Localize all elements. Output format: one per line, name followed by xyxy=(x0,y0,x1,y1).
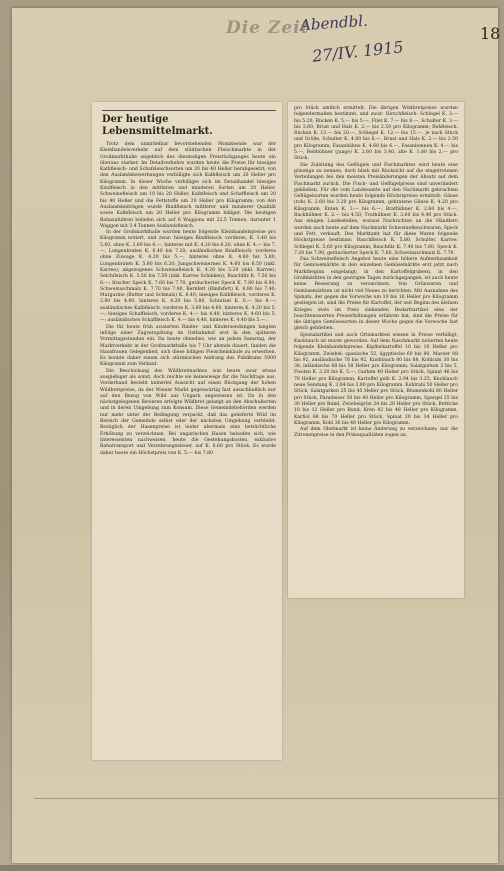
article-headline: Der heutige Lebensmittelmarkt. xyxy=(102,110,276,138)
paragraph: Trotz dem unmittelbar bevorstehenden Monatsende war der Kleinhandelsverkehr auf dem städtischen Fleischmarkte in der Großmarkthalle angeblich des diesmaligen Preisrückganges heute ein überaus starker. Im Detailverkehre wurden heute die Preise für hiesiges Kalbfleisch- und Schafsleischsorten um 20 bis 40 Heller herabgesetzt; von den Auslandsbewerbungen verbilligte sich Kalbfleisch um 20 Heller pro Kilogramm. In dieser Woche verbilligte sich im Detailhandel hiesiges Kindfleisch in den mittleren und minderen Sorten um 20 Heller, Schweinefleisch um 10 bis 20 Heller, Kalbfleisch und Schaffleisch um 20 bis 40 Heller und die Fettstoffe um 20 Heller pro Kilogramm; von den Auslandsbeiträgen wurde Rindfleisch mittlerer und minderer Qualität sowie Kalbfleisch um 20 Heller pro Kilogramm billiger. Die heutigen Bahnzufuhren beliefen sich auf 6 Waggons mit 22.5 Tonnen, darunter 1 Waggon mit 3.4 Tonnen Auslandsfleisch. xyxy=(100,142,276,229)
article-body-left xyxy=(100,142,276,457)
paragraph: Das Schweinefleisch Angebot heute eine höhere Aufmerksamkeit für Gemüsemärkte in den einzelnen Gemüsemärkte erst jetzt nach Marktbeginn eingelangt; in den Kartoffelgrubern, in den Großmärkten in den gestrigen Tagen zurückgegangen, ist auch heute keine Besserung zu verzeichnen. Von Grünwaren und Gemüsemärkten ist nicht viel Neues zu berichten. Mit Ausnahme des Spinats, der gegen die Vorwoche um 10 bis 16 Heller pro Kilogramm gestiegen ist, sind die Preise für Kartoffel, der seit Beginn des kleinen Krieges stets im Preis sinkenden Bedarfsartikel eine der beachtenswerten Preiserhöhungen erfahren hat, sind die Preise für die übrigen Gemüsesorten in dieser Woche gegen die Vorwoche fast gleich geblieben. xyxy=(294,257,458,332)
clipping-left-column xyxy=(92,102,282,760)
folio-number: 18 xyxy=(480,24,501,43)
paragraph: Die für heute früh avisierten Rinder- und Kindersendungen langten infolge einer Zugverspätung im Ostbahnhof erst in den späteren Vormittagsstunden ein. Da heute ohnedies, wie an jedem Samstag, der Marktverkehr in der Großmarkthalle bis 7 Uhr abends dauert, fanden die Hausfrauen Gelegenheit, sich diese billigen Fleischeinkäufe zu erwerben. Es konnte daher einem sich stürmischen Andrang des Publikums 5000 Kilogramm zum Verkauf. xyxy=(100,324,276,368)
fold-line xyxy=(34,798,504,799)
paragraph: pro Stück amtlich ermittelt. Die übrigen Wildbretpreise wurden folgendermaßen bestimmt, und zwar: Hirschfleisch: Schlegel K. 3.— bis 5.20, Rücken K. 5.— bis 5.—, Filet K. 7.— bis 8.—, Schulter K. 3.— bis 3.60, Brust und Hals K. 2.— bis 2.50 pro Kilogramm; Rehfleisch: Rücken K. 12.— bis 20.—, Schlegel K. 12.— bis 15.—, je nach Stück und Größe, Schulter K. 4.80 bis 6.—, Brust und Hals K. 2.— bis 2.50 pro Kilogramm; Fasanhähne K. 4.60 bis 6.—, Fasanhennen K. 4.— bis 5.—, Rebhühner (junge) K. 2.60 bis 3.40, alte K. 1.80 bis 2.— pro Stück. xyxy=(294,106,458,162)
handwritten-date: 27/IV. 1915 xyxy=(311,37,405,66)
handwritten-source-note: Abendbl. xyxy=(299,11,369,35)
paragraph: Die Beschickung des Wildbretmarktes war heute zwar etwas ausgiebiger als sonst, doch reichte sie keineswegs für die Nachfrage aus. Vorderhand besteht keinerlei Aussicht auf einen Rückgang der hohen Wildbretpreise, da der Wiener Markt gegenwärtig fast ausschließlich nur auf den Bezug von Wild aus Ungarn angewiesen ist. Da in den nächstgelegenen Revieren erfolgte Wildbret gelangt an den Abschußorten und in deren Umgebung zum Konsum. Diese Gemeindebehörden werden nur mehr unter der Bedingung verpackt, daß das gelieferte Wild im Bereich der Gemeinde selbst oder der nächsten Umgebung verbleibt. Bezüglich der Hasenpreise ist leider abermals eine beträchtliche Erhöhung zu verzeichnen. Bei ungarischen Hasen belaufen sich, wie Interessenten nachweisen, heute die Gestehungskosten, exklusive Bahntransport und Verzehrungssteuer, auf K. 6.60 pro Stück. Es wurde daher heute ein Höchstpreis von K. 5.— bis 7.80 xyxy=(100,368,276,456)
paragraph: Spezialartikel und auch Ortsmarkten wiesen in Preise verbilligt, Knoblauch ist teurer geworden. Auf dem Naschmarkt notierten heute folgende Kleinhandelspreise: Kipflerkartoffel 10 bis 16 Heller pro Kilogramm, Zwiebel: spanische 52, ägyptische 60 bis 80, Maroer 88 bis 92, ausländische 78 bis 92, Knoblauch 80 bis 88, Kohlrabi 30 bis 38, inländische 68 bis 58 Heller pro Kilogramm, Salatgurken 2 bis 5, Fisolen K. 3.20 bis K. 5.—, Gurken 40 Heller pro Stück, Spinat 46 bis 78 Heller pro Kilogramm, Kartoffel gelb K. 2.94 bis 3.25, Knoblauch neue Sendung K. 3.84 bis 3.90 pro Kilogramm. Kohlrabi 50 Heller pro Stück, Salatgurken 25 bis 45 Heller pro Stück, Blumenkohl 80 Heller pro Stück, Paradeiser 30 bis 40 Heller pro Kilogramm, Spargel 25 bis 30 Heller pro Bund, Zwiebelgrün 24 bis 28 Heller pro Stück, Rettiche 10 bis 12 Heller pro Bund, Kren 42 bis 48 Heller pro Kilogramm, Karfiol 68 bis 70 Heller pro Stück, Spinat 20 bis 34 Heller pro Kilogramm, Kohl 36 bis 48 Heller pro Kilogramm. xyxy=(294,332,458,426)
paragraph: Auf dem Obstmarkt ist keine Änderung zu verzeichnen; nur die Zitronenpreise in den Primaqualitäten zogen an. xyxy=(294,427,458,439)
paragraph: Die Zuleitung des Geflügels und Fischmarktes wird heute eine günstige zu nennen, doch blieb mit Rücksicht auf die eingetretenen Verteilungen bei den meisten Preisänderungen der Absatz auf dem Fischmarkt zurück. Die Fisch- und Geflügelpreise sind unverändert geblieben. Für die vom Landesamte auf den Nachmarkt gebrachten Geflügelsorten wurden heute folgende Höchstpreise ermittelt: Gänse (roh) K. 2.60 bis 3.20 pro Kilogramm, gebratene Gänse K. 4.20 pro Kilogramm, Enten K. 3.— bis 6.—, Brathühner K. 2.60 bis 4.—, Backhühner K. 2.— bis 4.50, Truthühner K. 3.60 bis 4.40 pro Stück. Aus einigen Landesteilen, woraus Nachrichten an die Händlern wurden auch heute auf dem Nachmarkt Schweinefleischwaren, Speck und Fett, verkauft. Des Marktamt hat für diese Waren folgende Höchstpreise bestimmt: Bauchfleisch K. 5.80, Schulter, Karree, Schlegel K. 5.60 pro Kilogramm; Bauchfilz K. 7.40 bis 7.60, Speck K. 7.20 bis 7.90, geräucherter Speck K. 7.60, Schweinsschmalz K. 7.70. xyxy=(294,162,458,256)
clipping-right-column xyxy=(288,102,464,598)
newspaper-masthead: Die Zeit xyxy=(226,18,310,38)
article-body-right xyxy=(294,106,458,440)
paragraph: In der Großmarkthalle wurden heute folgende Kleinhandelspreise pro Kilogramm notiert, und zwar: hiesiges Rindfleisch: vorderes, K. 3.40 bis 5.60, ohne K. 3.60 bis 6.—, hinteres mit K. 4.20 bis 6.20, ohne K. 4.— bis 7.—, Lungenbraten K. 6.40 bis 7.20; ausländisches Rindfleisch: vorderes ohne Zuwage K. 4.20 bis 5.—, hinteres ohne K. 4.80 bis 5.80, Lungenbraten K. 5.80 bis 6.20; Jungschweinernes K. 4.60 bis 6.50 (inkl. Karree); abgezogenes Schweinefleisch K. 4.20 bis 5.20 (inkl. Karree); Selchfleisch K. 5.50 bis 7.50 (inkl. Karree Schinken); Bauchfilz K. 7.50 bis 8.—; frischer Speck K. 7.60 bis 7.70, geräucherter Speck K. 7.80 bis 8.80; Schweinsschmalz K. 7.70 bis 7.80, Kernfett (Rindsfett) K. 6.80 bis 7.40; Margarine (Butter und Schmalz) K. 6.40; hiesiges Kalbfleisch, vorderes K. 2.80 bis 4.80, hinteres K. 4.20 bis 5.80, Schnitzel K. 6.— bis 8.—; ausländisches Kalbfleisch, vorderes K. 3.60 bis 4.60, hinteres K. 4.20 bis 5.—; hiesiges Schaffleisch, vorderes K. 4.— bis 4.40, hinteres K. 4.60 bis 5.—; ausländisches Schaffleisch K. 4.— bis 4.40, hinteres K. 4.40 bis 5.—. xyxy=(100,230,276,324)
